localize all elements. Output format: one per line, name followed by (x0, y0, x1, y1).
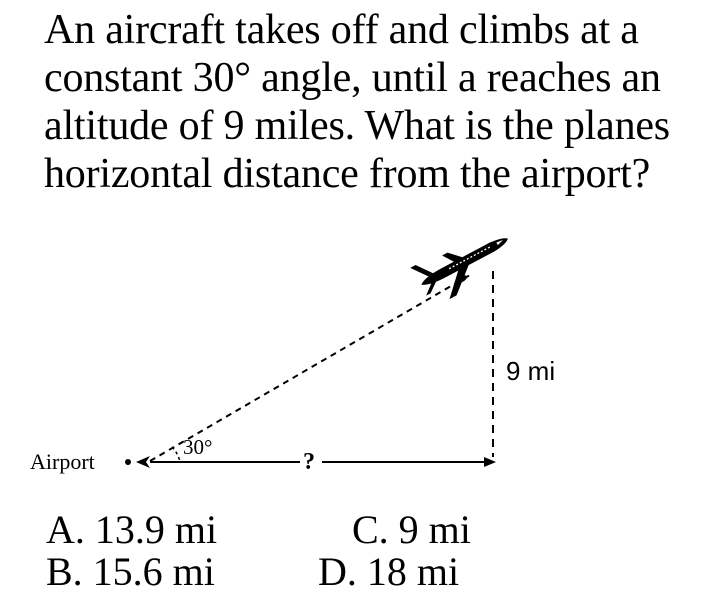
question-line-1: An aircraft takes off and climbs at a (44, 7, 639, 53)
choice-c[interactable]: C. 9 mi (352, 507, 471, 552)
question-line-3: altitude of 9 miles. What is the planes (44, 103, 670, 149)
angle-arc (172, 447, 180, 462)
triangle-diagram (0, 225, 702, 485)
airport-arrow-icon (136, 456, 150, 468)
flight-path-dashed-line (150, 275, 470, 461)
angle-label: 30° (183, 435, 213, 459)
altitude-label: 9 mi (506, 356, 556, 386)
horizontal-arrow-right (484, 457, 496, 467)
airport-marker (125, 459, 131, 465)
question-line-4: horizontal distance from the airport? (44, 151, 651, 197)
question-text (44, 6, 694, 198)
choice-a[interactable]: A. 13.9 mi (46, 507, 218, 552)
airplane-icon (410, 225, 520, 308)
choice-b[interactable]: B. 15.6 mi (46, 549, 215, 594)
choice-d[interactable]: D. 18 mi (318, 549, 460, 594)
question-line-2: constant 30° angle, until a reaches an (44, 55, 661, 101)
airport-label: Airport (30, 449, 95, 474)
unknown-distance-label: ? (303, 449, 315, 475)
